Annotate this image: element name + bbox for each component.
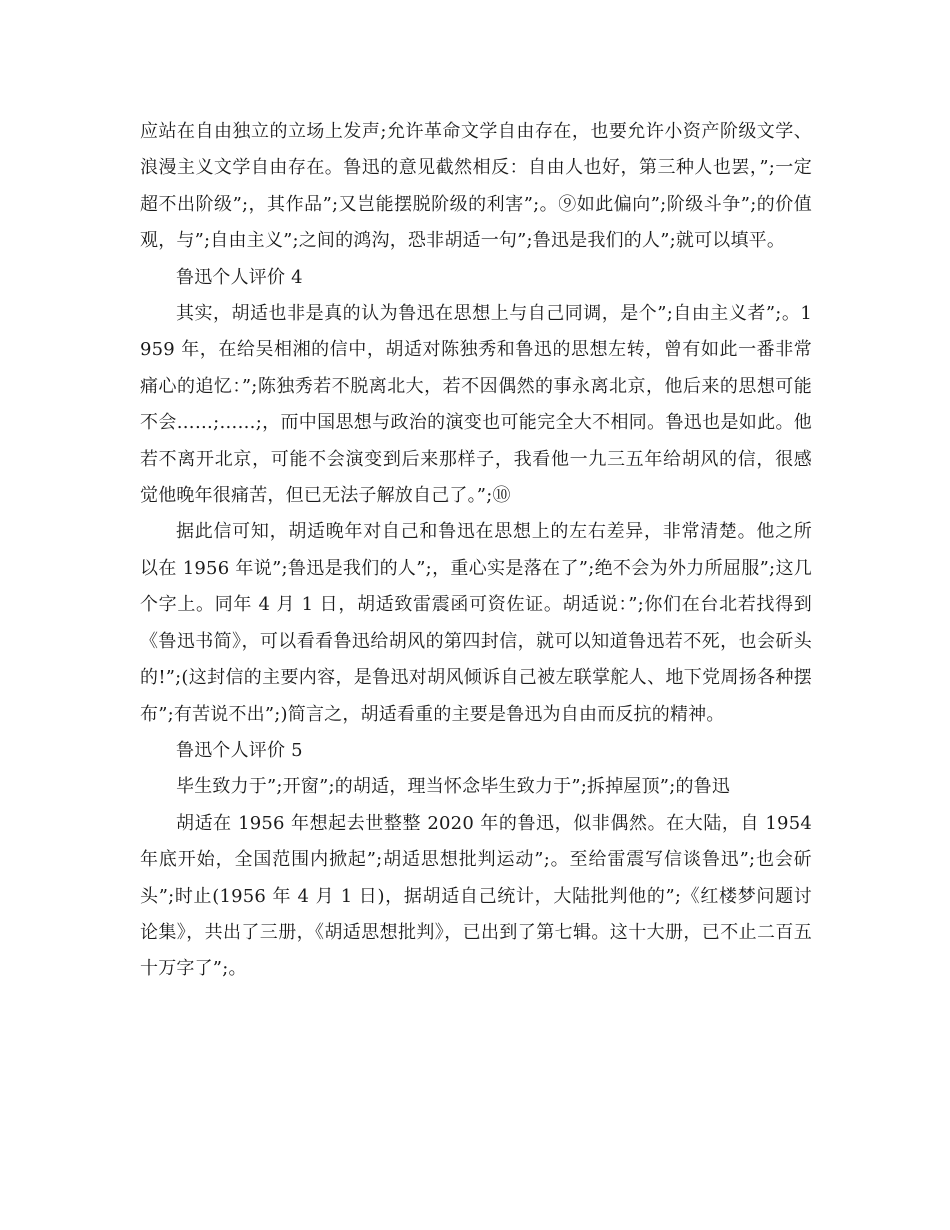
document-body — [140, 114, 812, 988]
paragraph-1: 应站在自由独立的立场上发声;允许革命文学自由存在，也要允许小资产阶级文学、浪漫主义文学自由存在。鲁迅的意见截然相反：自由人也好，第三种人也罢，”;一定超不出阶级”;，其作品”;又岂能摆脱阶级的利害”;。⑨如此偏向”;阶级斗争”;的价值观，与”;自由主义”;之间的鸿沟，恐非胡适一句”;鲁迅是我们的人”;就可以填平。 — [140, 121, 812, 252]
section-heading-5: 鲁迅个人评价 5 — [176, 739, 303, 761]
section-heading-4: 鲁迅个人评价 4 — [176, 266, 303, 288]
paragraph-2: 其实，胡适也非是真的认为鲁迅在思想上与自己同调，是个”;自由主义者”;。1959 年，在给吴相湘的信中，胡适对陈独秀和鲁迅的思想左转，曾有如此一番非常痛心的追忆：”;陈独秀若不脱离北大，若不因偶然的事永离北京，他后来的思想可能不会……;……;，而中国思想与政治的演变也可能完全大不相同。鲁迅也是如此。他若不离开北京，可能不会演变到后来那样子，我看他一九三五年给胡风的信，很感觉他晚年很痛苦，但已无法子解放自己了。”;⑩ — [140, 303, 812, 507]
paragraph-4: 毕生致力于”;开窗”;的胡适，理当怀念毕生致力于”;拆掉屋顶”;的鲁迅 — [176, 776, 731, 798]
paragraph-3: 据此信可知，胡适晚年对自己和鲁迅在思想上的左右差异，非常清楚。他之所以在 1956 年说”;鲁迅是我们的人”;，重心实是落在了”;绝不会为外力所屈服”;这几个字上。同年 4 月 1 日，胡适致雷震函可资佐证。胡适说：”;你们在台北若找得到《鲁迅书简》，可以看看鲁迅给胡风的第四封信，就可以知道鲁迅若不死，也会斫头的!”;(这封信的主要内容，是鲁迅对胡风倾诉自己被左联掌舵人、地下党周扬各种摆布”;有苦说不出”;)简言之，胡适看重的主要是鲁迅为自由而反抗的精神。 — [140, 521, 812, 725]
paragraph-5: 胡适在 1956 年想起去世整整 2020 年的鲁迅，似非偶然。在大陆，自 1954 年底开始，全国范围内掀起”;胡适思想批判运动”;。至给雷震写信谈鲁迅”;也会斫头”;时止(1956 年 4 月 1 日)，据胡适自己统计，大陆批判他的”;《红楼梦问题讨论集》，共出了三册，《胡适思想批判》，已出到了第七辑。这十大册，已不止二百五十万字了”;。 — [140, 812, 812, 980]
